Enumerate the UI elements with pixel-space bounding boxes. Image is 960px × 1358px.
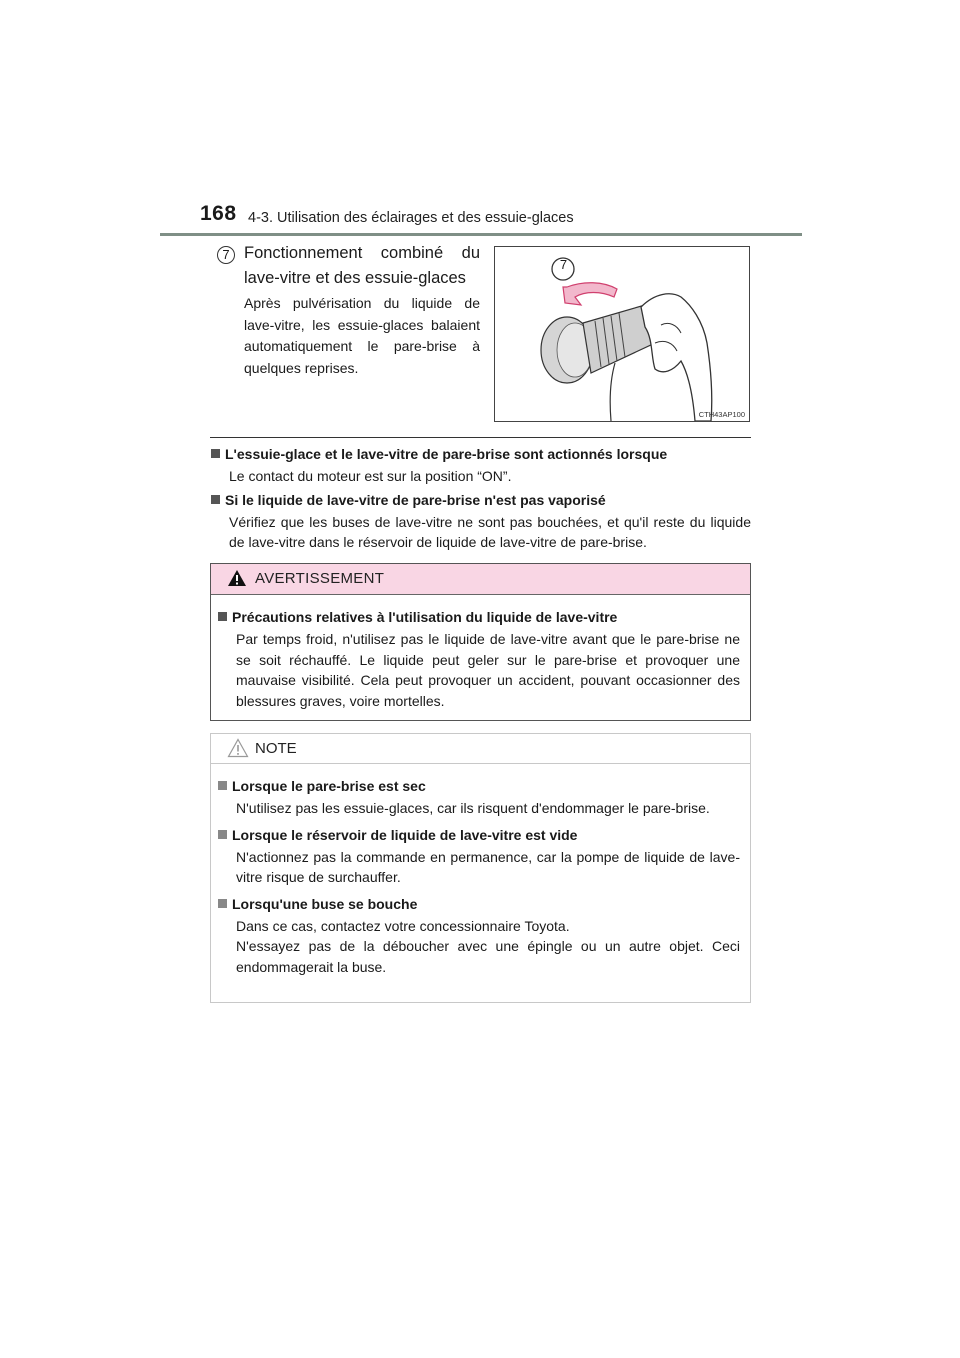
notice-heading: Lorsque le pare-brise est sec (232, 778, 426, 794)
notice-item (218, 894, 740, 978)
bullet-square-icon (211, 495, 220, 504)
wiper-lever-illustration (494, 246, 750, 422)
note-heading: L'essuie-glace et le lave-vitre de pare-brise sont actionnés lorsque (225, 446, 668, 462)
hand-on-lever-drawing (495, 247, 749, 421)
page-number: 168 (200, 202, 237, 225)
hand-drawing (641, 294, 712, 421)
notice-text: N'actionnez pas la commande en permanence, car la pompe de liquide de lave-vitre risque de surchauffer. (236, 848, 740, 885)
notice-heading: Lorsqu'une buse se bouche (232, 895, 418, 912)
section-divider (210, 437, 751, 438)
header-rule (160, 233, 802, 236)
bullet-square-icon (218, 781, 227, 790)
notice-title: NOTE (255, 740, 297, 757)
caution-triangle-icon (227, 738, 249, 758)
warning-title: AVERTISSEMENT (255, 570, 385, 587)
bullet-square-icon (211, 449, 220, 458)
notice-item (218, 825, 740, 888)
figure-code: CTH43AP100 (698, 410, 745, 419)
notice-header (211, 734, 750, 764)
note-text: Vérifiez que les buses de lave-vitre ne sont pas bouchées, et qu'il reste du liquide de lave-vitre dans le réservoir de liquide de lave-vitre de pare-brise. (229, 514, 751, 550)
warning-text: Par temps froid, n'utilisez pas le liquide de lave-vitre avant que le pare-brise ne se soit réchauffé. Le liquide peut geler sur le pare-brise et provoquer une mauvaise visibilité. Cela peut provoquer un accident, pouvant occasionner des blessures graves, voire mortelles. (236, 631, 740, 709)
warning-heading: Précautions relatives à l'utilisation du liquide de lave-vitre (232, 609, 618, 625)
rotate-arrow-icon (563, 283, 617, 305)
notice-text: N'utilisez pas les essuie-glaces, car ils risquent d'endommager le pare-brise. (236, 800, 710, 816)
step-title: Fonctionnement combiné du lave-vitre et des essuie-glaces (244, 244, 480, 287)
note-heading: Si le liquide de lave-vitre de pare-brise n'est pas vaporisé (225, 492, 606, 508)
warning-box (210, 563, 751, 721)
notice-text: Dans ce cas, contactez votre concessionnaire Toyota. (236, 917, 570, 934)
section-title: 4-3. Utilisation des éclairages et des essuie-glaces (248, 210, 574, 226)
note-text: Le contact du moteur est sur la position “ON”. (229, 468, 512, 484)
bullet-square-icon (218, 612, 227, 621)
warning-header (211, 564, 750, 595)
bullet-square-icon (218, 899, 227, 908)
info-notes (211, 444, 751, 556)
notice-heading: Lorsque le réservoir de liquide de lave-vitre est vide (232, 826, 578, 843)
note-item (211, 444, 751, 486)
warning-item (218, 607, 740, 711)
notice-text-continued: N'essayez pas de la déboucher avec une épingle ou un autre objet. Ceci endommagerait la buse. (236, 938, 740, 975)
note-item (211, 490, 751, 552)
step-number-badge: 7 (217, 246, 235, 264)
warning-triangle-icon (227, 569, 247, 587)
step-description: Après pulvérisation du liquide de lave-vitre, les essuie-glaces balaient automatiquement le pare-brise à quelques reprises. (244, 295, 480, 376)
notice-box (210, 733, 751, 1003)
bullet-square-icon (218, 830, 227, 839)
notice-item (218, 776, 740, 819)
figure-callout-number: 7 (559, 257, 568, 272)
